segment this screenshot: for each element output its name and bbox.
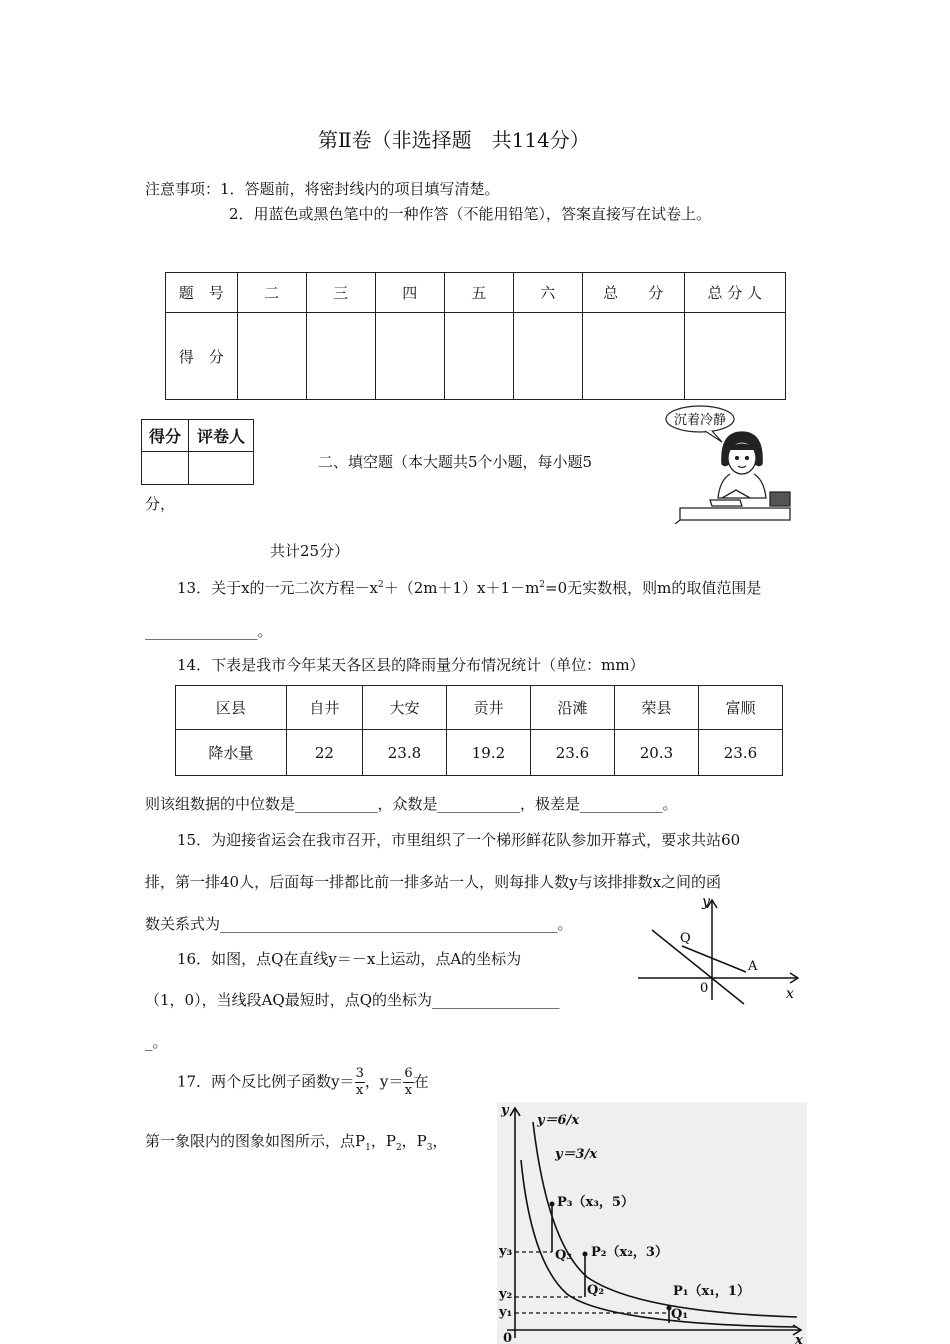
rainfall-cell: 23.8 — [362, 730, 446, 776]
q15-line1: 15．为迎接省运会在我市召开，市里组织了一个梯形鲜花队参加开幕式，要求共站60 — [177, 831, 741, 849]
score-table-header — [166, 273, 786, 313]
cartoon-illustration — [650, 402, 800, 524]
grader-score-cell[interactable] — [142, 452, 189, 485]
q3-label: Q₃ — [555, 1248, 573, 1263]
x-label: x — [786, 986, 794, 1002]
q17-part: 在 — [413, 1072, 429, 1091]
rainfall-cell: 23.6 — [530, 730, 614, 776]
frac-num: 6 — [404, 1066, 413, 1081]
score-cell[interactable] — [444, 313, 513, 400]
rainfall-cell: 19.2 — [446, 730, 530, 776]
q17-figure — [497, 1102, 807, 1344]
frac-num: 3 — [355, 1066, 364, 1081]
p3-label: P₃（x₃，5） — [557, 1195, 634, 1210]
q16-figure — [636, 894, 806, 1006]
q17-part: ，y＝ — [364, 1072, 404, 1091]
point-p3 — [550, 1202, 555, 1207]
score-header-cell: 二 — [237, 273, 306, 313]
q17-sub: 3 — [426, 1143, 433, 1153]
q17-part: 第一象限内的图象如图所示，点P — [145, 1132, 366, 1150]
score-cell[interactable] — [582, 313, 684, 400]
notes-label: 注意事项： — [145, 180, 221, 198]
grader-name-label: 评卷人 — [189, 420, 254, 452]
rainfall-cell: 22 — [286, 730, 362, 776]
score-cell[interactable] — [684, 313, 785, 400]
origin-label: 0 — [503, 1331, 513, 1344]
rainfall-header-cell: 贡井 — [446, 686, 530, 730]
q14-answer-line[interactable]: 则该组数据的中位数是___________，众数是___________，极差是___________。 — [145, 795, 678, 813]
page-title: 第Ⅱ卷（非选择题 共114分） — [318, 128, 590, 152]
q15-line3[interactable]: 数关系式为_____________________________________________。 — [145, 915, 573, 933]
section-title: 二、填空题（本大题共5个小题，每小题5 — [318, 453, 593, 471]
rainfall-row — [176, 730, 783, 776]
segment-aq — [682, 946, 746, 972]
x-label: x — [795, 1333, 803, 1344]
score-cell[interactable] — [375, 313, 444, 400]
q16-line1: 16．如图，点Q在直线y＝－x上运动，点A的坐标为 — [177, 950, 522, 968]
grader-name-cell[interactable] — [189, 452, 254, 485]
rainfall-header-cell: 富顺 — [698, 686, 782, 730]
score-table-row — [166, 313, 786, 400]
q13-text — [177, 577, 761, 598]
y-label: y — [501, 1103, 509, 1118]
rainfall-header-cell: 自井 — [286, 686, 362, 730]
score-cell[interactable] — [306, 313, 375, 400]
q17-sub: 2 — [395, 1143, 402, 1153]
rainfall-table — [175, 685, 783, 776]
q16-line2[interactable]: （1，0），当线段AQ最短时，点Q的坐标为_________________ — [145, 991, 560, 1009]
notes-item1: 1．答题前，将密封线内的项目填写清楚。 — [220, 180, 500, 198]
score-header-cell: 三 — [306, 273, 375, 313]
q13-part: =0无实数根，则m的取值范围是 — [545, 579, 762, 597]
notes-item2: 2．用蓝色或黑色笔中的一种作答（不能用铅笔），答案直接写在试卷上。 — [229, 205, 712, 223]
score-cell[interactable] — [513, 313, 582, 400]
grader-score-label: 得分 — [142, 420, 189, 452]
score-table — [165, 272, 786, 400]
q13-part: ＋（2m＋1）x＋1－m — [383, 579, 540, 597]
y3-label: y₃ — [499, 1244, 513, 1259]
curve6-label: y＝6/x — [537, 1113, 580, 1128]
score-header-cell: 总 分 人 — [684, 273, 785, 313]
frac-den: x — [356, 1083, 364, 1098]
fraction-6-over-x — [403, 1066, 413, 1099]
q17-sub: 1 — [365, 1143, 371, 1153]
q15-line2: 排，第一排40人，后面每一排都比前一排多站一人，则每排人数y与该排排数x之间的函 — [145, 873, 722, 891]
rainfall-cell: 23.6 — [698, 730, 782, 776]
frac-den: x — [404, 1083, 413, 1098]
point-a-label: A — [748, 959, 758, 974]
q13-sup: 2 — [539, 580, 546, 590]
student-figure — [675, 432, 790, 524]
y1-label: y₁ — [499, 1305, 513, 1320]
figure-background — [497, 1102, 807, 1344]
q17-part: 17．两个反比例子函数y＝ — [177, 1072, 355, 1091]
score-header-cell: 五 — [444, 273, 513, 313]
score-header-cell: 题 号 — [166, 273, 238, 313]
rainfall-header — [176, 686, 783, 730]
point-p2 — [583, 1252, 588, 1257]
rainfall-header-cell: 沿滩 — [530, 686, 614, 730]
rainfall-header-cell: 荣县 — [614, 686, 698, 730]
y2-label: y₂ — [499, 1287, 513, 1302]
q17-part: ， — [432, 1132, 448, 1150]
q2-label: Q₂ — [587, 1283, 605, 1298]
rainfall-header-cell: 大安 — [362, 686, 446, 730]
p1-label: P₁（x₁，1） — [673, 1284, 750, 1299]
q17-part: ，P — [401, 1132, 427, 1150]
q14-text: 14．下表是我市今年某天各区县的降雨量分布情况统计（单位：mm） — [177, 656, 645, 674]
notes-line1 — [145, 178, 500, 199]
q17-line1 — [177, 1066, 429, 1099]
q1-label: Q₁ — [671, 1307, 689, 1322]
q17-part: ，P — [370, 1132, 396, 1150]
rainfall-header-cell: 区县 — [176, 686, 287, 730]
origin-label: 0 — [700, 981, 709, 996]
curve3-label: y＝3/x — [555, 1147, 598, 1162]
q13-part: 13．关于x的一元二次方程－x — [177, 579, 379, 597]
point-q-label: Q — [680, 931, 691, 946]
rainfall-cell: 20.3 — [614, 730, 698, 776]
section-title-cont: 分， — [145, 495, 176, 513]
y-label: y — [702, 894, 710, 910]
grader-box — [141, 419, 254, 485]
line-y-neg-x — [652, 930, 744, 1004]
cartoon-caption: 沉着冷静 — [673, 413, 727, 428]
q13-sup: 2 — [378, 580, 384, 590]
speech-bubble — [666, 406, 734, 442]
score-row-label: 得 分 — [166, 313, 238, 400]
q16-line3: _。 — [145, 1033, 168, 1051]
p2-label: P₂（x₂，3） — [591, 1245, 668, 1260]
score-cell[interactable] — [237, 313, 306, 400]
score-header-cell: 六 — [513, 273, 582, 313]
fraction-3-over-x — [355, 1066, 365, 1099]
score-header-cell: 总 分 — [582, 273, 684, 313]
q17-line2 — [145, 1130, 448, 1153]
score-header-cell: 四 — [375, 273, 444, 313]
section-title-total: 共计25分） — [270, 542, 350, 560]
q13-blank[interactable]: _______________。 — [145, 622, 273, 640]
rainfall-cell: 降水量 — [176, 730, 287, 776]
